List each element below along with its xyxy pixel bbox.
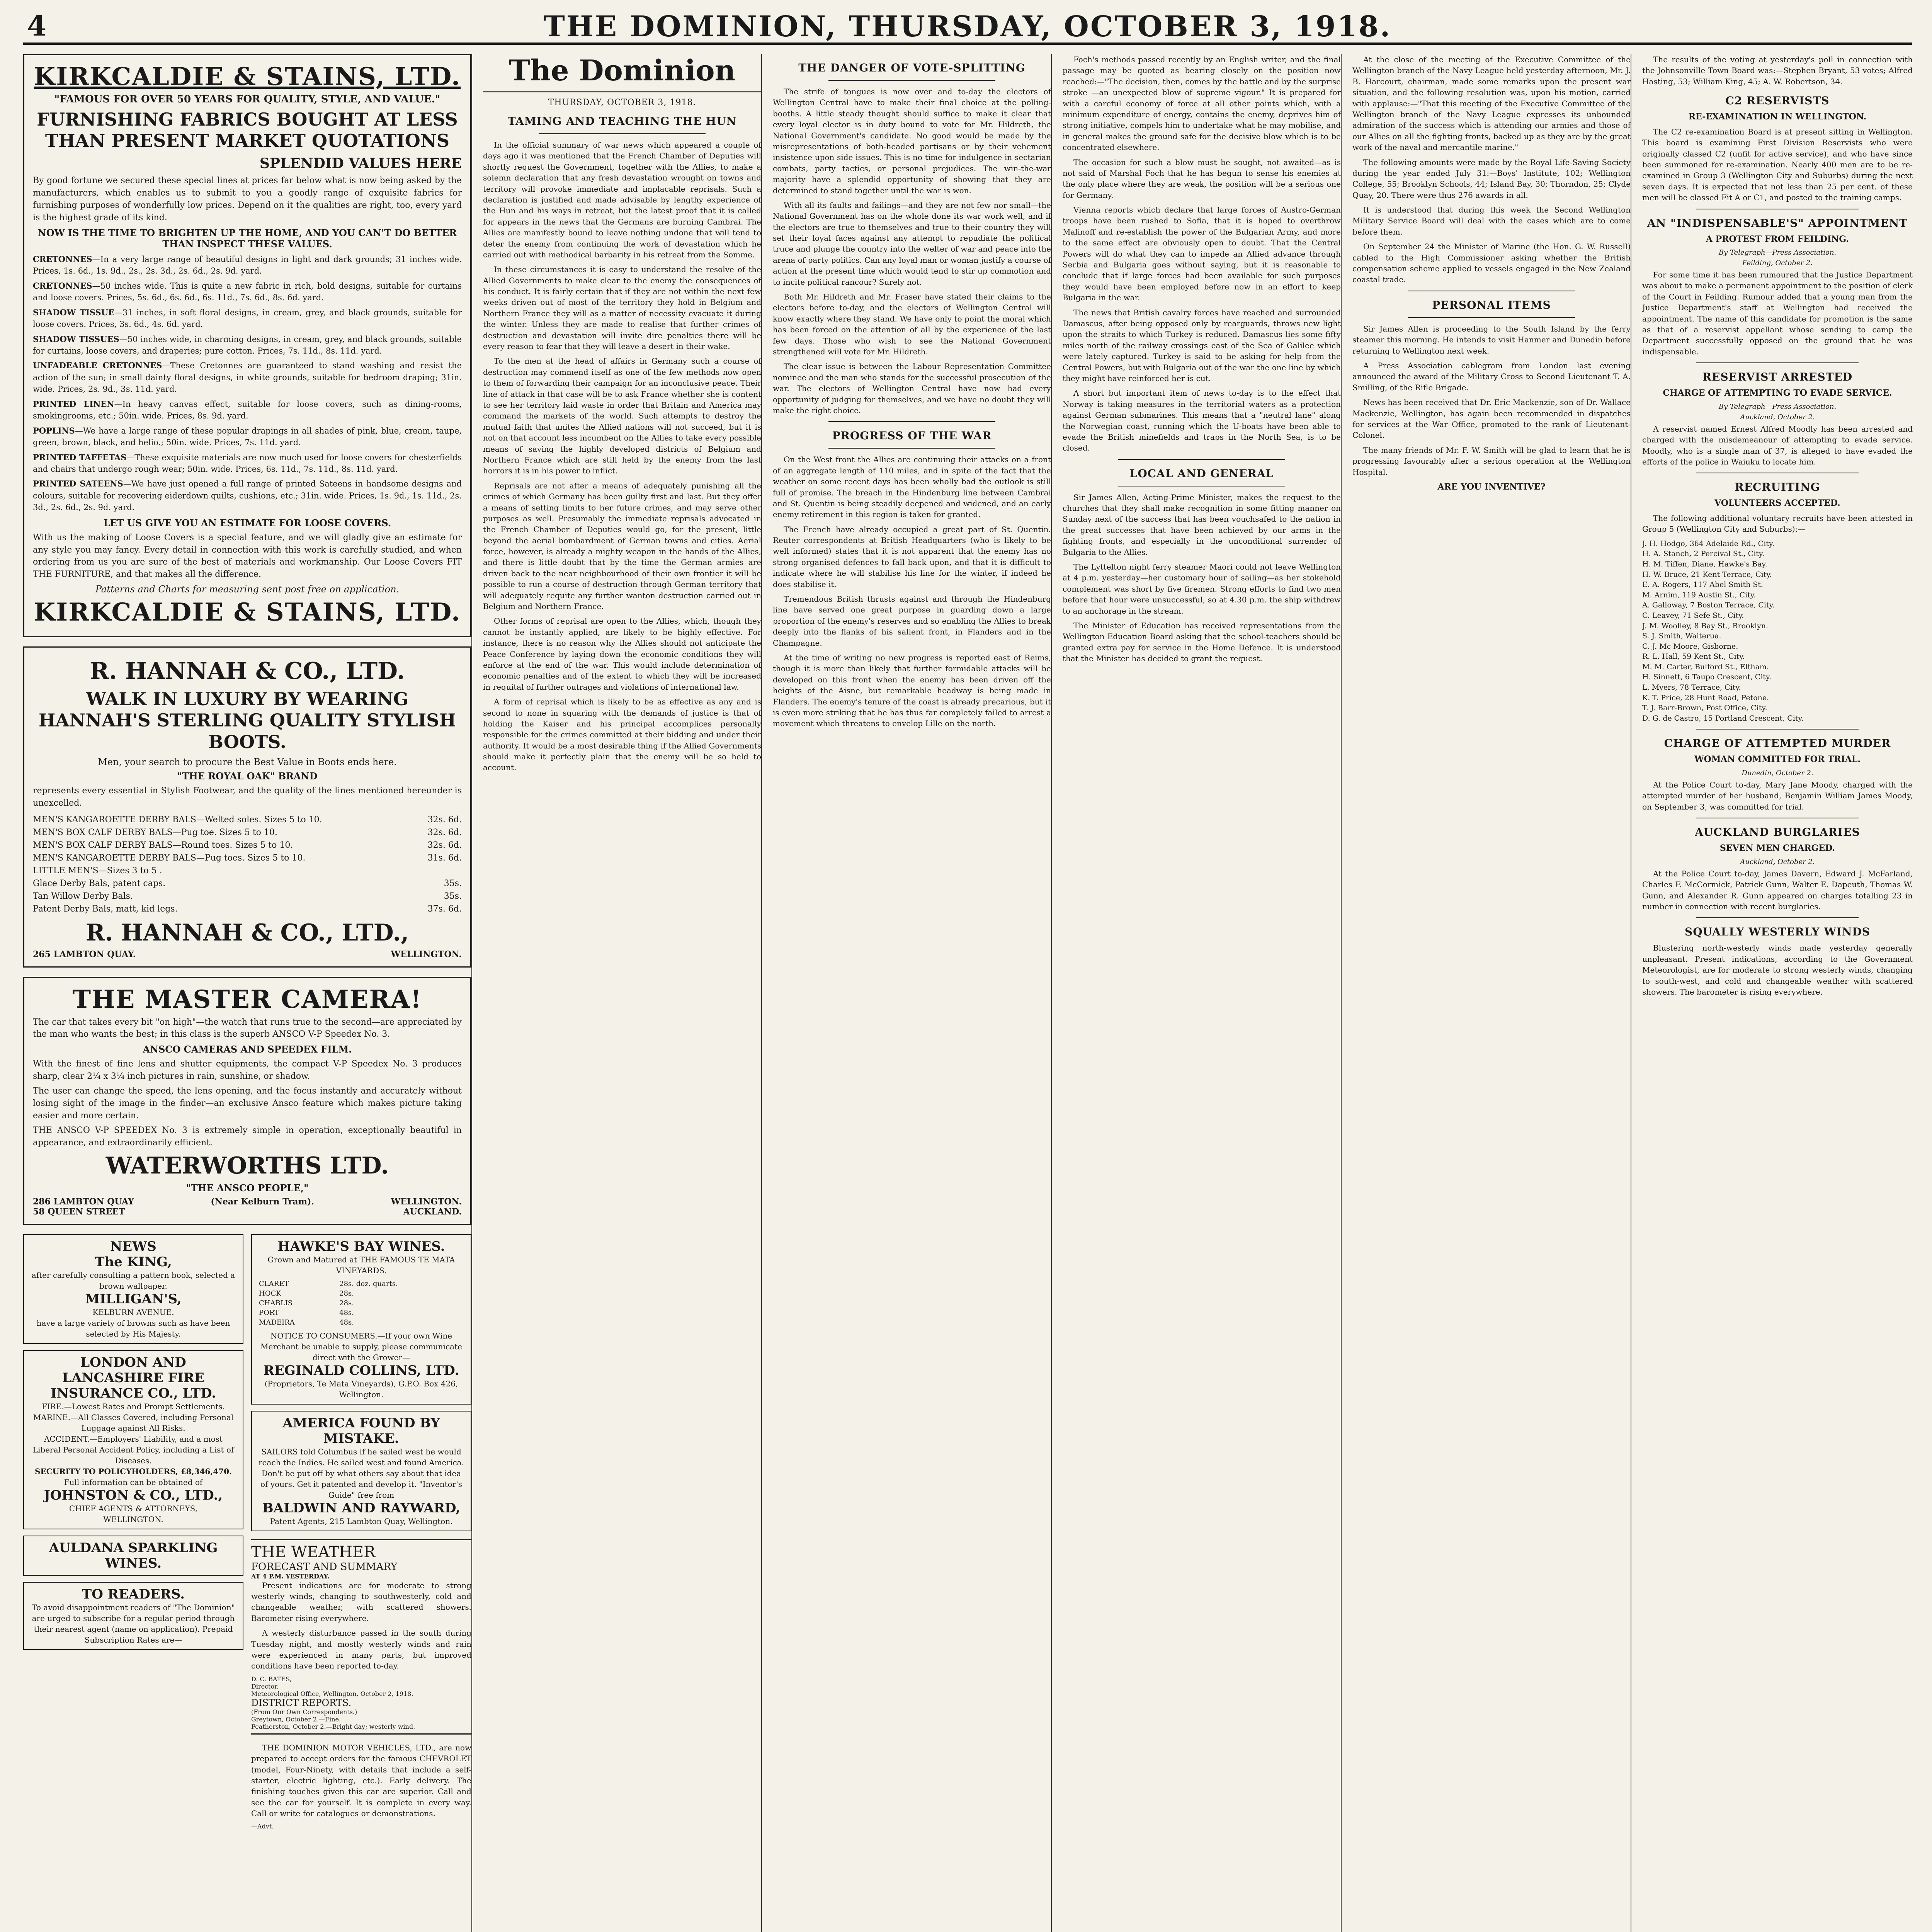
c2-reservists-headline: C2 RESERVISTS: [1725, 94, 1830, 107]
murder-headline: CHARGE OF ATTEMPTED MURDER: [1664, 737, 1891, 750]
district-sub: (From Our Own Correspondents.): [251, 1708, 357, 1716]
article-paragraph: The strife of tongues is now over and to-day the electors of Wellington Central have to make their final choice at the polling-booths. A little steady thought should suffice to make it clear that every loyal elector is in duty bound to vote for Mr. Hildreth, the National Government's candidate. No good would be made by the misrepresentations of both-headed partisans or by their vehement insistence upon side issues. This is no time for indulgence in sectarian combats, party tactics, or personal prejudices. The win-the-war majority have a splendid opportunity of showing that they are determined to stand together until the war is won.: [773, 87, 1051, 195]
editorial-column: [483, 54, 762, 1932]
wine-price-table: [257, 1279, 465, 1327]
article-paragraph: Both Mr. Hildreth and Mr. Fraser have stated their claims to the electors before to-day, and the electors of Wellington Central will know exactly where they stand. We have only to point the moral which has been forced on the attention of all by the experience of the last few days. Those who wish to see the National Government strengthened will vote for Mr. Hildreth.: [773, 292, 1051, 356]
article-paragraph: The Minister of Education has received representations from the Wellington Education Board asking that the school-teachers should be granted extra pay for service in the Home Defence. It is understood that the Minister has decided to grant the request.: [1063, 621, 1341, 663]
baldwin-address: Patent Agents, 215 Lambton Quay, Wellington.: [270, 1516, 453, 1526]
progress-headline: PROGRESS OF THE WAR: [832, 429, 992, 442]
dominion-nameplate: The Dominion: [483, 54, 761, 92]
weather-text-2: A westerly disturbance passed in the south during Tuesday night, and mostly westerly winds and rain were experienced in many parts, but improved conditions have been reported to-day.: [251, 1628, 471, 1671]
list-item: J. M. Woolley, 8 Bay St., Brooklyn.: [1642, 621, 1769, 630]
auldana-title: AULDANA SPARKLING WINES.: [49, 1540, 218, 1571]
hannah-advertisement: [23, 646, 471, 967]
editorial-paragraph: A form of reprisal which is likely to be as effective as any and is second to none in squaring with the demands of justice is that of holding the Kaiser and his principal accomplices personally responsible for the crimes committed at their bidding and under their authority. It would be a most desirable thing if the Allied Governments should make it perfectly plain that the enemy will be so held to account.: [483, 697, 761, 772]
list-item: CRETONNES—50 inches wide. This is quite a new fabric in rich, bold designs, suitable for curtains and loose covers. Prices, 5s. 6d., 6s. 6d., 6s. 11d., 7s. 6d., 8s. 6d. yard.: [33, 281, 462, 303]
article-paragraph: The occasion for such a blow must be sought, not awaited—as is not said of Marshal Foch that he has begun to sense his enemies at the only place where they are weak, the position will be a serious one for Germany.: [1063, 157, 1341, 200]
kirkcaldie-name: KIRKCALDIE & STAINS, LTD.: [34, 62, 461, 91]
camera-text-2: With the finest of fine lens and shutter equipments, the compact V-P Speedex No. 3 produces sharp, clear 2¼ x 3¼ inch pictures in rain, sunshine, or shadow.: [33, 1059, 462, 1082]
list-item: H. Sinnett, 6 Taupo Crescent, City.: [1642, 673, 1772, 682]
article-paragraph: The results of the voting at yesterday's poll in connection with the Johnsonville Town Board was:—Stephen Bryant, 53 votes; Alfred Hasting, 53; William King, 45; A. W. Robertson, 34.: [1642, 55, 1913, 86]
news-column-4: [1063, 54, 1342, 1932]
waterworths-address-2: 58 QUEEN STREET AUCKLAND.: [33, 1206, 462, 1217]
press-credit: By Telegraph—Press Association.: [1718, 248, 1837, 257]
king-text: after carefully consulting a pattern book, selected a brown wallpaper.: [31, 1270, 235, 1291]
table-row: CHABLIS 28s.: [259, 1299, 354, 1307]
list-item: UNFADEABLE CRETONNES—These Cretonnes are guaranteed to stand washing and resist the action of the sun; in small dainty floral designs, in white grounds, suitable for bedroom draping; 31in. wide. Prices, 2s. 9d., 3s. 11d. yard.: [33, 361, 462, 394]
article-paragraph: The Lyttelton night ferry steamer Maori could not leave Wellington at 4 p.m. yesterday—her customary hour of sailing—as her stokehold complement was short by five firemen. Strong efforts to find two men before that hour were unsuccessful, so at 4.30 p.m. the ship withdrew to an anchorage in the stream.: [1063, 562, 1341, 616]
editorial-headline: TAMING AND TEACHING THE HUN: [507, 115, 737, 128]
list-item: Tan Willow Derby Bals. 35s.: [33, 891, 462, 901]
editorial-paragraph: In these circumstances it is easy to understand the resolve of the Allied Governments to make clear to the enemy the consequences of his conduct. It is fairly certain that if they are not within the next few weeks driven out of most of the territory they hold in Belgium and Northern France they will as a matter of necessity evacuate it during the winter. Unless they are made to realise that further crimes of destruction and devastation will invite dire penalties there will be every reason to fear that they will leave a desert in their wake.: [483, 265, 761, 351]
readers-title: TO READERS.: [82, 1586, 185, 1602]
article-paragraph: A Press Association cablegram from London last evening announced the award of the Military Cross to Second Lieutenant T. A. Smilling, of the Rifle Brigade.: [1352, 361, 1631, 392]
divider: [828, 448, 995, 449]
hannah-name: R. HANNAH & CO., LTD.: [90, 658, 405, 685]
article-paragraph: On September 24 the Minister of Marine (the Hon. G. W. Russell) cabled to the High Commissioner asking whether the British compensation scheme applied to vessels engaged in the New Zealand coastal trade.: [1352, 242, 1631, 284]
news-label: NEWS: [110, 1238, 156, 1254]
article-paragraph: At the Police Court to-day, James Davern, Edward J. McFarland, Charles F. McCormick, Patrick Gunn, Walter E. Dapeuth, Thomas W. Gunn, and Alexander R. Gunn appeared on charges totalling 23 in number in connection with recent burglaries.: [1642, 869, 1913, 911]
table-row: MADEIRA 48s.: [259, 1318, 354, 1327]
indispensables-sub: A PROTEST FROM FEILDING.: [1706, 234, 1849, 244]
list-item: R. L. Hall, 59 Kent St., City.: [1642, 652, 1745, 661]
camera-subhead: ANSCO CAMERAS AND SPEEDEX FILM.: [143, 1044, 352, 1055]
kirkcaldie-caps-line: NOW IS THE TIME TO BRIGHTEN UP THE HOME, AND YOU CAN'T DO BETTER THAN INSPECT THESE VALUES.: [37, 227, 457, 250]
article-paragraph: Sir James Allen, Acting-Prime Minister, makes the request to the churches that they shall make recognition in some fitting manner on Sunday next of the success that has been vouchsafed to the nation in the great successes that have been achieved by our arms in the fighting fronts, and especially in the unconditional surrender of Bulgaria to the Allies.: [1063, 492, 1341, 557]
patterns-note: Patterns and Charts for measuring sent post free on application.: [95, 584, 400, 595]
article-paragraph: The many friends of Mr. F. W. Smith will be glad to learn that he is progressing favourably after a serious operation at the Wellington Hospital.: [1352, 445, 1631, 477]
list-item: E. A. Rogers, 117 Abel Smith St.: [1642, 580, 1764, 589]
divider: [1696, 729, 1859, 730]
list-item: SHADOW TISSUE—31 inches, in soft floral designs, in cream, grey, and black grounds, suitable for loose covers. Prices, 3s. 6d., 4s. 6d. yard.: [33, 307, 462, 329]
masthead: [23, 8, 1912, 45]
patent-ad: [251, 1411, 471, 1531]
camera-text-4: THE ANSCO V-P SPEEDEX No. 3 is extremely simple in operation, exceptionally beautiful in appearance, and extraordinarily efficient.: [33, 1125, 462, 1148]
king-title: The KING,: [95, 1254, 172, 1270]
c2-reservists-sub: RE-EXAMINATION IN WELLINGTON.: [1688, 112, 1867, 122]
hawkes-bay-wines-ad: [251, 1234, 471, 1405]
hawkes-title: HAWKE'S BAY WINES.: [277, 1238, 445, 1254]
murder-sub: WOMAN COMMITTED FOR TRIAL.: [1694, 754, 1861, 765]
article-paragraph: With all its faults and failings—and they are not few nor small—the National Government has on the whole done its war work well, and if the electors are true to themselves and true to their country they will set their loyal faces against any attempt to repudiate the political truce and plunge the country into the welter of war and peace into the arena of party politics. Can any loyal man or woman justify a course of action at the present time which would tend to stir up commotion and to incite political rancour? Surely not.: [773, 200, 1051, 287]
milligan-name: MILLIGAN'S,: [85, 1291, 182, 1307]
divider: [1118, 459, 1285, 460]
motor-ad-advt: —Advt.: [251, 1823, 274, 1830]
auldana-ad: [23, 1536, 243, 1576]
greytown-report: Greytown, October 2.—Fine.: [251, 1715, 341, 1723]
grower-address: (Proprietors, Te Mata Vineyards), G.P.O. Box 426, Wellington.: [264, 1379, 458, 1399]
news-column-6: [1642, 54, 1913, 1932]
insurance-accident: ACCIDENT.—Employers' Liability, and a most Liberal Personal Accident Policy, including a List of Diseases.: [32, 1434, 234, 1465]
list-item: MEN'S KANGAROETTE DERBY BALS—Pug toes. Sizes 5 to 10. 31s. 6d.: [33, 853, 462, 863]
readers-ad: [23, 1582, 243, 1650]
list-item: MEN'S BOX CALF DERBY BALS—Pug toe. Sizes 5 to 10. 32s. 6d.: [33, 827, 462, 837]
kirkcaldie-intro: By good fortune we secured these special lines at prices far below what is now being asked by the manufacturers, which enables us to submit to you a goodly range of exquisite fabrics for furnishing purposes of wonderfully low prices. Depend on it the qualities are right, too, every yard is the highest grade of its kind.: [33, 176, 462, 223]
chief-agents: CHIEF AGENTS & ATTORNEYS,: [69, 1503, 198, 1513]
divider: [828, 80, 995, 81]
kirkcaldie-footer-name: KIRKCALDIE & STAINS, LTD.: [34, 598, 461, 627]
list-item: PRINTED SATEENS—We have just opened a full range of printed Sateens in handsome designs and colours, suitable for recovering eiderdown quilts, cushions, etc.; 31in. wide. Prices, 1s. 9d., 1s. 11d., 2s. 3d., 2s. 6d., 2s. 9d. yard.: [33, 479, 462, 512]
list-item: C. Leavey, 71 Sefe St., City.: [1642, 611, 1744, 620]
hannah-footer-name: R. HANNAH & CO., LTD.,: [85, 919, 409, 946]
featherston-report: Featherston, October 2.—Bright day; westerly wind.: [251, 1723, 415, 1730]
news-column-5: [1352, 54, 1631, 1932]
article-paragraph: The news that British cavalry forces have reached and surrounded Damascus, after being opposed only by rearguards, throws new light upon the straits to which Turkey is reduced. Damascus lies some fifty miles north of the railway crossings east of the Sea of Galilee which were lately captured. Turkey is said to be asking for help from the Central Powers, but with Bulgaria out of the war the one line by which they might have reinforced her is cut.: [1063, 308, 1341, 383]
article-paragraph: Vienna reports which declare that large forces of Austro-German troops have been rushed to Sofia, that it is hoped to overthrow Malinoff and re-establish the power of the Bulgarian Army, and more to the same effect are obviously open to doubt. That the Central Powers will do what they can to impede an Allied advance through Serbia and Bulgaria goes without saying, but it is reasonable to conclude that if large forces had been available for such purposes they would have been employed before now in an effort to keep Bulgaria in the war.: [1063, 205, 1341, 303]
article-paragraph: On the West front the Allies are continuing their attacks on a front of an aggregate length of 110 miles, and in spite of the fact that the weather on some recent days has been wholly bad the outlook is still full of promise. The breach in the Hindenburg line between Cambrai and St. Quentin is being steadily deepened and widened, and an early enemy retirement in this region is taken for granted.: [773, 455, 1051, 519]
list-item: CRETONNES—In a very large range of beautiful designs in light and dark grounds; 31 inches wide. Prices, 1s. 6d., 1s. 9d., 2s., 2s. 3d., 2s. 6d., 2s. 9d. yard.: [33, 254, 462, 276]
camera-advertisement: [23, 977, 471, 1225]
hannah-address: 265 LAMBTON QUAY. WELLINGTON.: [33, 949, 462, 959]
news-column-3: [773, 54, 1052, 1932]
table-row: CLARET 28s. doz. quarts.: [259, 1279, 398, 1288]
motor-ad-text: THE DOMINION MOTOR VEHICLES, LTD., are now prepared to accept orders for the famous CHEVROLET (model, Four-Ninety, with details that include a self-starter, electric lighting, etc.). Early delivery. The finishing touches given this car are superior. Call and see the car for yourself. It is complete in every way. Call or write for catalogues or demonstrations.: [251, 1743, 471, 1818]
editorial-date: THURSDAY, OCTOBER 3, 1918.: [548, 98, 696, 107]
article-paragraph: The C2 re-examination Board is at present sitting in Wellington. This board is examining First Division Reservists who were originally classed C2 (unfit for active service), and who have since been summoned for re-examination. Nearly 400 men are to be re-examined in Group 3 (Wellington City and Suburbs) during the next seven days. It is expected that not less than 25 per cent. of these men will be classed Fit A or C1, and posted to the training camps.: [1642, 127, 1913, 202]
divider: [1408, 317, 1575, 318]
article-paragraph: Blustering north-westerly winds made yesterday generally unpleasant. Present indications, according to the Government Meteorologist, are for moderate to strong westerly winds, changing to south-west, and cold and changeable weather with scattered showers. The barometer is rising everywhere.: [1642, 943, 1913, 997]
estimate-heading: LET US GIVE YOU AN ESTIMATE FOR LOOSE COVERS.: [103, 517, 391, 529]
milligan-address: KELBURN AVENUE.: [92, 1307, 174, 1317]
list-item: J. H. Hodgo, 364 Adelaide Rd., City.: [1642, 539, 1775, 548]
camera-title: THE MASTER CAMERA!: [72, 985, 422, 1014]
list-item: M. M. Carter, Bulford St., Eltham.: [1642, 662, 1769, 671]
list-item: D. G. de Castro, 15 Portland Crescent, City.: [1642, 714, 1804, 723]
boot-price-list: [33, 813, 462, 915]
newspaper-title: THE DOMINION, THURSDAY, OCTOBER 3, 1918.: [543, 10, 1392, 43]
inventive-heading: ARE YOU INVENTIVE?: [1437, 481, 1546, 492]
fabric-price-list: [33, 253, 462, 514]
milligan-ad: [23, 1234, 243, 1344]
personal-items-headline: PERSONAL ITEMS: [1432, 298, 1551, 311]
local-general-headline: LOCAL AND GENERAL: [1129, 467, 1274, 480]
insurance-title: LONDON AND LANCASHIRE FIRE INSURANCE CO., LTD.: [50, 1354, 216, 1401]
weather-signed: D. C. BATES,: [251, 1675, 292, 1683]
list-item: K. T. Price, 28 Hunt Road, Petone.: [1642, 693, 1769, 702]
camera-text-3: The user can change the speed, the lens opening, and the focus instantly and accurately without losing sight of the image in the finder—an exclusive Ansco feature which makes picture taking easier and more certain.: [33, 1086, 462, 1121]
divider: [828, 421, 995, 422]
weather-subtitle: FORECAST AND SUMMARY: [251, 1561, 398, 1573]
hannah-brand: "THE ROYAL OAK" BRAND: [177, 770, 318, 782]
dateline: Auckland, October 2.: [1740, 413, 1815, 421]
burglaries-headline: AUCKLAND BURGLARIES: [1695, 826, 1860, 839]
reservist-arrested-sub: CHARGE OF ATTEMPTING TO EVADE SERVICE.: [1663, 388, 1892, 398]
list-item: A. Galloway, 7 Boston Terrace, City.: [1642, 601, 1775, 610]
hawkes-sub: Grown and Matured at THE FAMOUS TE MATA VINEYARDS.: [267, 1255, 455, 1275]
burglaries-sub: SEVEN MEN CHARGED.: [1719, 843, 1835, 854]
article-paragraph: The following additional voluntary recruits have been attested in Group 5 (Wellington City and Suburbs):—: [1642, 513, 1913, 534]
article-paragraph: At the close of the meeting of the Executive Committee of the Wellington branch of the Navy League held yesterday afternoon, Mr. J. B. Harcourt, chairman, made some remarks upon the present war situation, and the following resolution was, upon his motion, carried with applause:—"That this meeting of the Executive Committee of the Wellington branch of the Navy League expresses its unbounded admiration of the success which is attending our armies and those of our Allies on all the fighting fronts, backed up as they are by the great work of the naval and mercantile marine.": [1352, 55, 1631, 152]
divider: [1696, 917, 1859, 918]
estimate-text: With us the making of Loose Covers is a special feature, and we will gladly give an estimate for any style you may fancy. Every detail in connection with this work is carefully studied, and when ordering from us you are sure of the best of materials and workmanship. Our Loose Covers FIT THE FURNITURE, and that makes all the difference.: [33, 532, 462, 580]
divider: [1696, 362, 1859, 363]
list-item: M. Arnim, 119 Austin St., City.: [1642, 590, 1756, 599]
list-item: LITTLE MEN'S—Sizes 3 to 5 .: [33, 866, 162, 876]
list-item: H. W. Bruce, 21 Kent Terrace, City.: [1642, 570, 1772, 579]
insurance-marine: MARINE.—All Classes Covered, including Personal Luggage against All Risks.: [33, 1412, 234, 1433]
weather-signed-role: Director.: [251, 1682, 279, 1690]
johnston-name: JOHNSTON & CO., LTD.,: [44, 1487, 223, 1503]
article-paragraph: At the Police Court to-day, Mary Jane Moody, charged with the attempted murder of her husband, Benjamin William James Moody, on September 3, was committed for trial.: [1642, 780, 1913, 811]
insurance-city: WELLINGTON.: [103, 1514, 163, 1524]
page-number: 4: [27, 9, 47, 42]
dateline: Feilding, October 2.: [1742, 259, 1813, 267]
editorial-paragraph: Other forms of reprisal are open to the Allies, which, though they cannot be instantly applied, are likely to be highly effective. For instance, there is no reason why the Allies should not anticipate the Peace Conference by laying down the economic conditions they will enforce at the end of the war. This would include determination of economic penalties and of the extent to which they will be increased in requital of further outrages and violations of international law.: [483, 616, 761, 692]
kirkcaldie-tagline: "FAMOUS FOR OVER 50 YEARS FOR QUALITY, STYLE, AND VALUE.": [54, 94, 440, 105]
article-paragraph: Tremendous British thrusts against and through the Hindenburg line have served one great purpose in guarding down a large proportion of the enemy's reserves and so enabling the Allies to break deeply into the flanks of his salient front, in Flanders and in the Champagne.: [773, 594, 1051, 648]
baldwin-name: BALDWIN AND RAYWARD,: [262, 1500, 461, 1516]
table-row: PORT 48s.: [259, 1308, 354, 1317]
grower-name: REGINALD COLLINS, LTD.: [263, 1362, 459, 1378]
list-item: L. Myers, 78 Terrace, City.: [1642, 683, 1741, 692]
camera-text: The car that takes every bit "on high"—the watch that runs true to the second—are appreciated by the man who wants the best; in this class is the superb ANSCO V-P Speedex No. 3.: [33, 1017, 462, 1039]
list-item: Glace Derby Bals, patent caps. 35s.: [33, 878, 462, 888]
article-paragraph: The French have already occupied a great part of St. Quentin. Reuter correspondents at British Headquarters (who is likely to be well informed) states that it is not apparent that the enemy has no strong organised defences to fall back upon, and that it is difficult to indicate where he will stabilise his line for the winter, if indeed he does stabilise it.: [773, 524, 1051, 589]
list-item: PRINTED LINEN—In heavy canvas effect, suitable for loose covers, such as dining-rooms, smokingrooms, etc.; 50in. wide. Prices, 8s. 9d. yard.: [33, 399, 462, 421]
weather-time: AT 4 P.M. YESTERDAY.: [251, 1572, 330, 1580]
insurance-fire: FIRE.—Lowest Rates and Prompt Settlements.: [41, 1401, 225, 1411]
hannah-brand-text: represents every essential in Stylish Footwear, and the quality of the lines mentioned hereunder is unexcelled.: [33, 786, 462, 808]
insurance-security: SECURITY TO POLICYHOLDERS, £8,346,470.: [35, 1466, 232, 1476]
article-paragraph: At the time of writing no new progress is reported east of Reims, though it is more than likely that further formidable attacks will be developed on this front when the enemy has been driven off the heights of the Aisne, but remarkable headway is being made in Flanders. The enemy's tenure of the coast is already precarious, but it is even more striking that he has thus far completely failed to arrest a movement which threatens to envelop Lille on the north.: [773, 653, 1051, 728]
article-paragraph: Foch's methods passed recently by an English writer, and the final passage may be quoted as bearing closely on the position now reached:—"The decision, then, comes by the battle and by the surprise stroke —an unexpected blow of supreme vigour." It is prepared for with a careful economy of force at all other points which, with a minimum expenditure of energy, contains the enemy, deprives him of strong initiative, compels him to undertake what he may mobilise, and in general makes the ground safe for the decisive blow which is to be concentrated elsewhere.: [1063, 55, 1341, 152]
list-item: PRINTED TAFFETAS—These exquisite materials are now much used for loose covers for chesterfields and chairs that undergo rough wear; 50in. wide. Prices, 6s. 11d., 7s. 11d., 8s. 11d. yard.: [33, 452, 462, 474]
america-text: SAILORS told Columbus if he sailed west he would reach the Indies. He sailed west and found America. Don't be put off by what others say about that idea of yours. Get it patented and develop it. "Inventor's Guide" free from: [259, 1447, 464, 1500]
list-item: MEN'S KANGAROETTE DERBY BALS—Welted soles. Sizes 5 to 10. 32s. 6d.: [33, 815, 462, 825]
westerly-headline: SQUALLY WESTERLY WINDS: [1685, 925, 1870, 939]
vote-splitting-headline: THE DANGER OF VOTE-SPLITTING: [798, 61, 1026, 74]
district-heading: DISTRICT REPORTS.: [251, 1697, 352, 1708]
waterworths-name: WATERWORTHS LTD.: [105, 1152, 389, 1179]
recruiting-headline: RECRUITING: [1735, 481, 1820, 494]
list-item: H. A. Stanch, 2 Percival St., City.: [1642, 549, 1765, 558]
article-paragraph: News has been received that Dr. Eric Mackenzie, son of Dr. Wallace Mackenzie, Wellington, has again been recommended in dispatches for services at the War Office, promoted to the rank of Lieutenant-Colonel.: [1352, 398, 1631, 440]
weather-title: THE WEATHER: [251, 1543, 376, 1561]
recruiting-sub: VOLUNTEERS ACCEPTED.: [1714, 498, 1840, 509]
small-ads-left: [23, 1234, 243, 1830]
article-paragraph: The clear issue is between the Labour Representation Committee nominee and the man who stands for the successful prosecution of the war. The electors of Wellington Central have now had every opportunity of judging for themselves, and we have no doubt they will make the right choice.: [773, 362, 1051, 415]
editorial-paragraph: Reprisals are not after a means of adequately punishing all the crimes of which Germany has been guilty first and last. But they offer a means of setting limits to her future crimes, and may serve other purposes as well. Presumably the immediate reprisals advocated in the French Chamber of Deputies would go, for the present, little beyond the aerial bombardment of German towns and cities. Aerial force, however, is already a mighty weapon in the hands of the Allies, and there is little doubt that by the time the German armies are driven back to the near neighbourhood of their own frontier it will be possible to run a course of destruction through German territory that will adequately requite any further wanton destruction carried out in Belgium and Northern France.: [483, 481, 761, 611]
weather-section: [251, 1539, 471, 1735]
weather-office: Meteorological Office, Wellington, October 2, 1918.: [251, 1690, 413, 1697]
reservist-arrested-headline: RESERVIST ARRESTED: [1702, 371, 1853, 384]
list-item: C. J. Mc Moore, Gisborne.: [1642, 642, 1738, 651]
weather-text: Present indications are for moderate to strong westerly winds, changing to southwesterly, cold and changeable weather, with scattered showers. Barometer rising everywhere.: [251, 1580, 471, 1623]
list-item: T. J. Barr-Brown, Post Office, City.: [1642, 704, 1767, 713]
list-item: POPLINS—We have a large range of these popular drapings in all shades of pink, blue, cream, taupe, green, brown, black, and helio.; 50in. wide. Prices, 7s. 11d. yard.: [33, 425, 462, 447]
list-item: S. J. Smith, Waiterua.: [1642, 632, 1721, 641]
dateline: Auckland, October 2.: [1740, 857, 1815, 866]
recruits-list: [1642, 539, 1913, 724]
waterworths-sub: "THE ANSCO PEOPLE,": [186, 1182, 309, 1194]
table-row: HOCK 28s.: [259, 1289, 354, 1298]
small-ads-right: [251, 1234, 471, 1830]
list-item: MEN'S BOX CALF DERBY BALS—Round toes. Sizes 5 to 10. 32s. 6d.: [33, 840, 462, 850]
article-paragraph: The following amounts were made by the Royal Life-Saving Society during the year ended July 31:—Boys' Institute, 102; Wellington College, 55; Brooklyn Schools, 44; Island Bay, 30; Thorndon, 25; Clyde Quay, 20. There were thus 276 awards in all.: [1352, 157, 1631, 200]
kirkcaldie-subhead: SPLENDID VALUES HERE: [259, 155, 462, 172]
milligan-text: have a large variety of browns such as have been selected by His Majesty.: [36, 1318, 230, 1338]
press-credit: By Telegraph—Press Association.: [1718, 402, 1837, 411]
readers-text: To avoid disappointment readers of "The Dominion" are urged to subscribe for a regular period through their nearest agent (name on application). Prepaid Subscription Rates are—: [32, 1602, 235, 1645]
list-item: SHADOW TISSUES—50 inches wide, in charming designs, in cream, grey, and black grounds, suitable for curtains, loose covers, and draperies; pure cotton. Prices, 7s. 11d., 8s. 11d. yard.: [33, 334, 462, 355]
kirkcaldie-headline: FURNISHING FABRICS BOUGHT AT LESS THAN PRESENT MARKET QUOTATIONS: [37, 109, 458, 151]
waterworths-address-1: 286 LAMBTON QUAY (Near Kelburn Tram). WELLINGTON.: [33, 1196, 462, 1207]
dateline: Dunedin, October 2.: [1742, 769, 1813, 777]
article-paragraph: For some time it has been rumoured that the Justice Department was about to make a permanent appointment to the position of clerk of the Court in Feilding. Rumour added that a young man from the Justice Department's staff at Wellington had received the appointment. The name of this candidate for promotion is the same as that of a reservist appellant whose sending to camp the Department successfully opposed on the ground that he was indispensable.: [1642, 270, 1913, 356]
list-item: Patent Derby Bals, matt, kid legs. 37s. 6d.: [33, 904, 462, 914]
article-paragraph: A reservist named Ernest Alfred Moodly has been arrested and charged with the misdemeanour of attempting to evade service. Moodly, who is a single man of 37, is alleged to have evaded the efforts of the police in Waiuku to locate him.: [1642, 424, 1913, 466]
indispensables-headline: AN "INDISPENSABLE'S" APPOINTMENT: [1647, 216, 1908, 230]
wine-notice: NOTICE TO CONSUMERS.—If your own Wine Merchant be unable to supply, please communicate direct with the Grower—: [260, 1331, 462, 1362]
list-item: H. M. Tiffen, Diane, Hawke's Bay.: [1642, 560, 1767, 568]
america-title: AMERICA FOUND BY MISTAKE.: [282, 1415, 440, 1446]
advertisement-column: [23, 54, 472, 1932]
insurance-ad: [23, 1350, 243, 1529]
divider: [539, 133, 706, 134]
kirkcaldie-advertisement: [23, 54, 471, 637]
insurance-info: Full information can be obtained of: [64, 1477, 203, 1487]
article-paragraph: A short but important item of news to-day is to the effect that Norway is taking measures in the territorial waters as a protection against German submarines. This means that a "neutral lane" along the Norwegian coast, running which the U-boats have been able to evade the British minefields and traps in the North Sea, is to be closed.: [1063, 388, 1341, 453]
editorial-paragraph: To the men at the head of affairs in Germany such a course of destruction may commend itself as one of the few methods now open to them of forwarding their campaign for an inconclusive peace. Their line of attack in that case will be to ask France whether she is content to see her territory laid waste in order that Britain and America may command the markets of the world. Such attempts to destroy the mutual faith that unites the Allied nations will not succeed, but it is not on that account less incumbent on the Allies to take every possible means of saving the highly developed districts of Belgium and Northern France which are still held by the enemy from the last horrors it is in his power to inflict.: [483, 356, 761, 476]
editorial-paragraph: In the official summary of war news which appeared a couple of days ago it was mentioned that the French Chamber of Deputies will shortly request the Government, together with the Allies, to make a solemn declaration that any fresh devastation wrought on towns and territory will provoke immediate and implacable reprisals. Such a declaration is justified and made advisable by lengthy experience of the Hun and his ways in retreat, but the latest proof that it is called for appears in the news that the Germans are burning Cambrai. The Allies are manifestly bound to leave nothing undone that will tend to deter the enemy from continuing the work of devastation which he carried out with methodical barbarity in his retreat from the Somme.: [483, 140, 761, 259]
small-ads-grid: [23, 1234, 471, 1830]
hannah-headline: WALK IN LUXURY BY WEARING HANNAH'S STERLING QUALITY STYLISH BOOTS.: [39, 689, 456, 752]
hannah-subline: Men, your search to procure the Best Value in Boots ends here.: [98, 756, 397, 767]
article-paragraph: Sir James Allen is proceeding to the South Island by the ferry steamer this morning. He intends to visit Hanmer and Dunedin before returning to Wellington next week.: [1352, 324, 1631, 355]
article-paragraph: It is understood that during this week the Second Wellington Military Service Board will deal with the cases which are to come before them.: [1352, 205, 1631, 236]
